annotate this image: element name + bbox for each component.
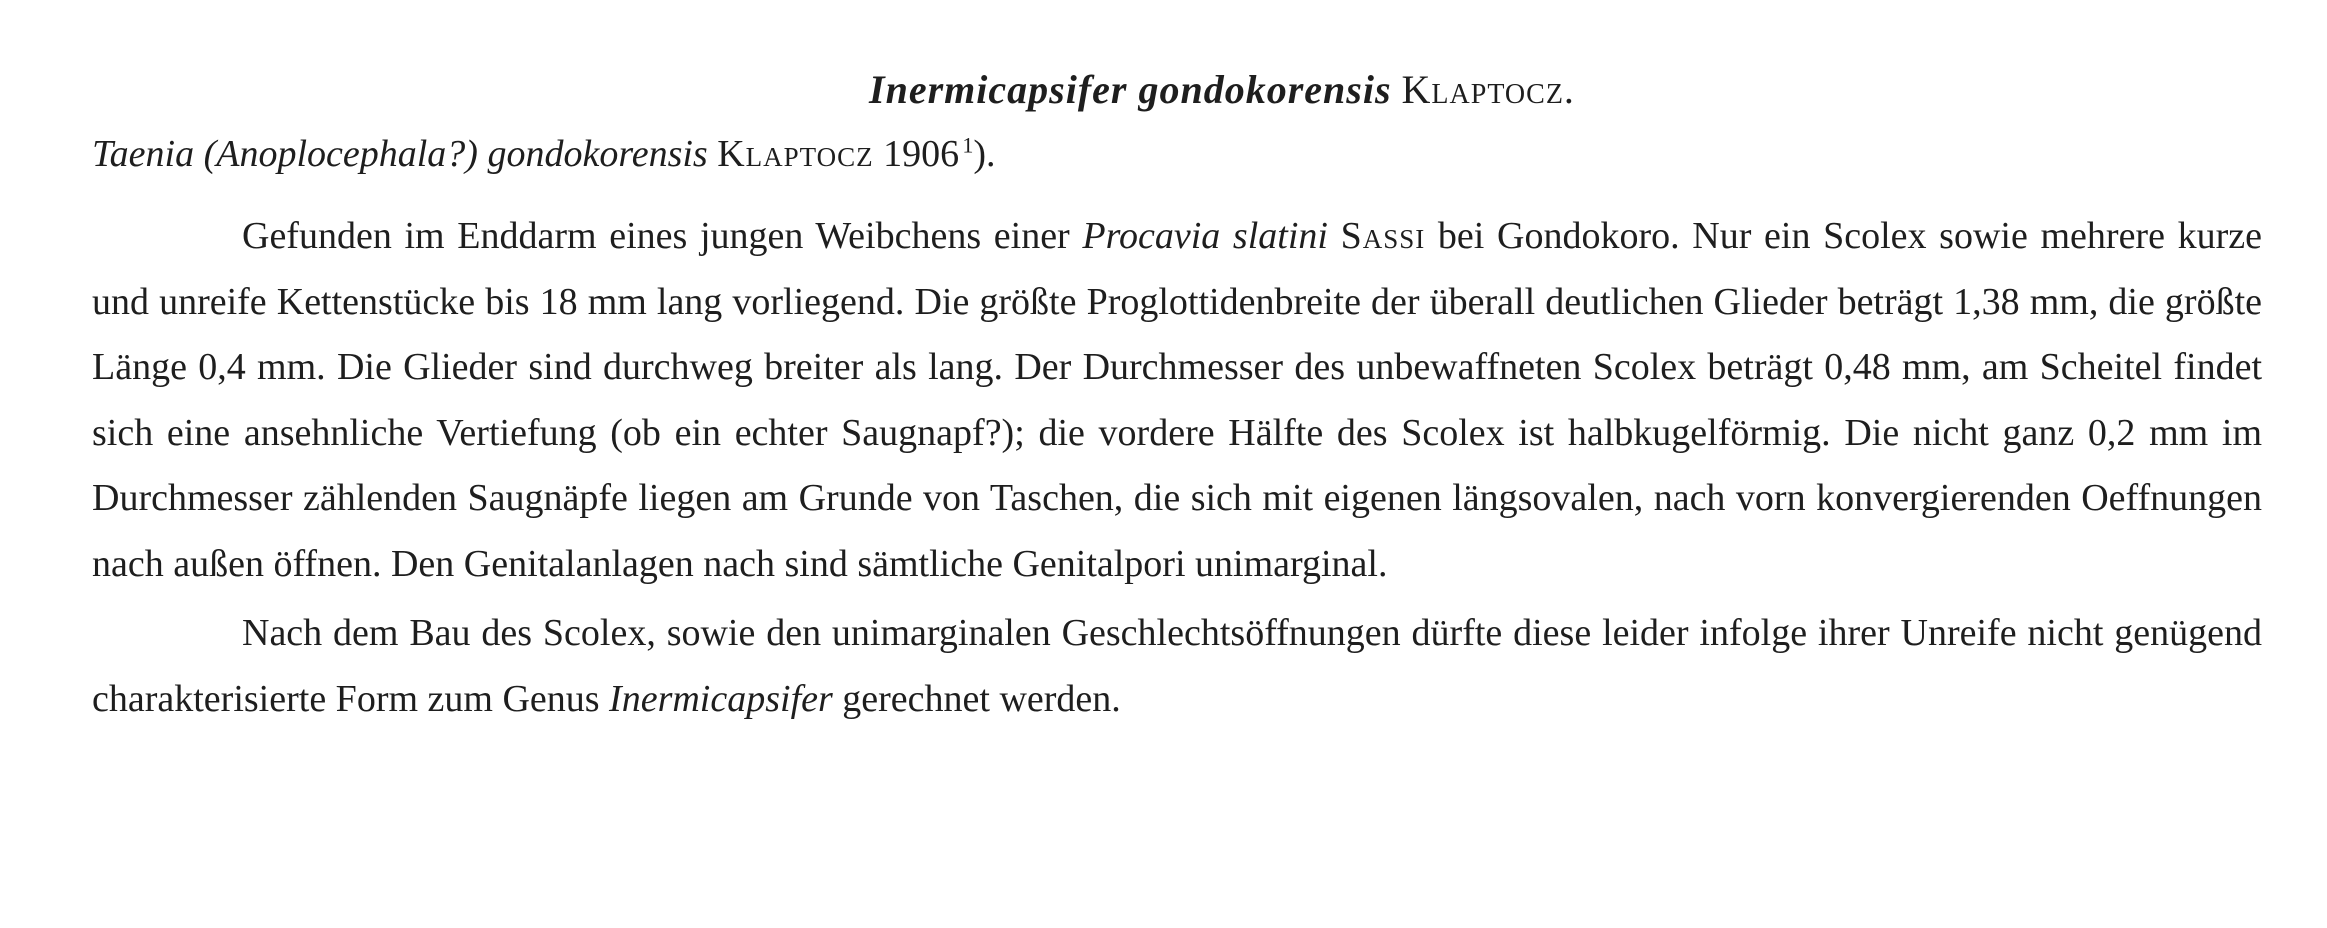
paragraph2-text-a: Nach dem Bau des Scolex, sowie den unimarginalen Geschlechtsöffnungen dürfte diese leider infolge ihrer Unreife nicht genügend charakterisierte Form zum Genus <box>92 612 2262 720</box>
synonym-trail: ). <box>973 133 996 175</box>
paragraph1-text-b: bei Gondokoro. Nur ein Scolex sowie mehrere kurze und unreife Kettenstücke bis 18 mm lang vorliegend. Die größte Proglottidenbreite der überall deutlichen Glieder beträgt 1,38 mm, die größte Länge 0,4 mm. Die Glieder sind durchweg breiter als lang. Der Durchmesser des unbewaffneten Scolex beträgt 0,48 mm, am Scheitel findet sich eine ansehnliche Vertiefung (ob ein echter Saugnapf?); die vordere Hälfte des Scolex ist halbkugelförmig. Die nicht ganz 0,2 mm im Durchmesser zählenden Saugnäpfe liegen am Grunde von Taschen, die sich mit eigenen längsovalen, nach vorn konvergierenden Oeffnungen nach außen öffnen. Den Genitalanlagen nach sind sämtliche Genitalpori unimarginal. <box>92 215 2263 585</box>
description-paragraph <box>92 204 2262 597</box>
synonym-year: 1906 <box>883 133 960 175</box>
genus-name: Inermicapsifer <box>609 677 833 720</box>
species-author: Klaptocz. <box>1401 67 1575 112</box>
synonym-line <box>92 122 2262 186</box>
host-author: Sassi <box>1340 215 1426 257</box>
host-species: Procavia slatini <box>1082 215 1328 257</box>
synonym-species: gondokorensis <box>487 133 708 175</box>
paragraph2-text-b: gerechnet werden. <box>832 677 1121 720</box>
synonym-subgenus: (Anoplocephala?) <box>203 133 478 175</box>
document-page <box>92 62 2262 736</box>
synonym-author: Klaptocz <box>717 133 874 175</box>
species-name: Inermicapsifer gondokorensis <box>869 67 1392 112</box>
synonym-genus: Taenia <box>92 133 195 175</box>
paragraph1-text-a: Gefunden im Enddarm eines jungen Weibchens einer <box>242 215 1083 257</box>
conclusion-paragraph <box>92 601 2262 732</box>
footnote-mark: 1 <box>962 132 974 158</box>
species-heading <box>92 62 2262 118</box>
